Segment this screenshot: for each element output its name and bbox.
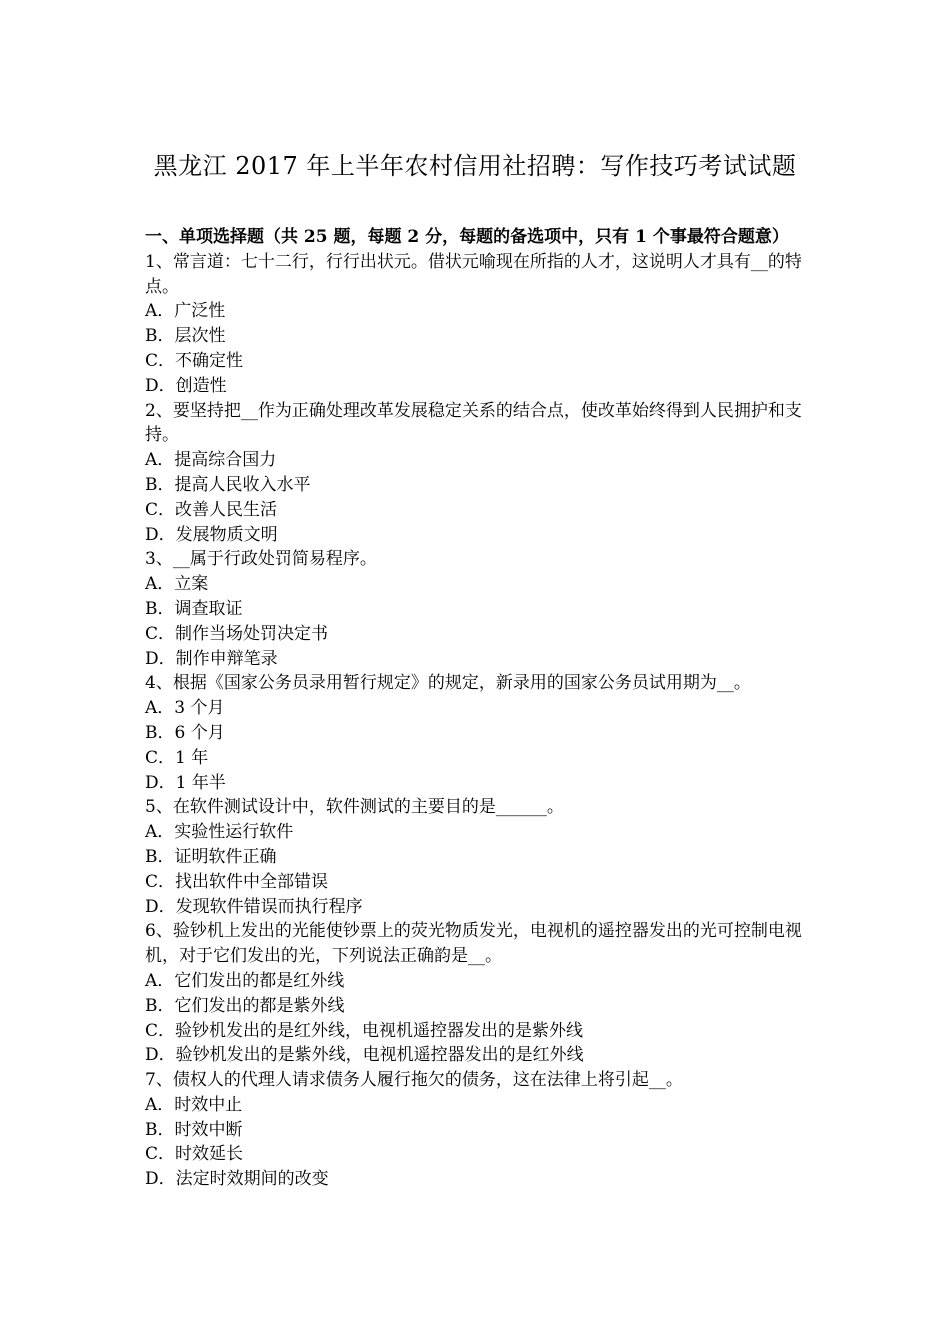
answer-option: A．实验性运行软件 [145, 822, 294, 843]
question-text: 3、__属于行政处罚简易程序。 [145, 549, 377, 570]
question-item [145, 399, 810, 548]
answer-option: D．验钞机发出的是紫外线，电视机遥控器发出的是红外线 [145, 1045, 584, 1066]
question-item [145, 795, 810, 919]
answer-option: B．它们发出的都是紫外线 [145, 995, 345, 1016]
answer-option: B．层次性 [145, 326, 226, 347]
answer-option: C．1 年 [145, 747, 209, 768]
answer-option: B．证明软件正确 [145, 846, 277, 867]
answer-option: A．时效中止 [145, 1094, 243, 1115]
question-item [145, 671, 810, 795]
question-item [145, 919, 810, 1068]
answer-option: B．时效中断 [145, 1119, 243, 1140]
answer-option: C．不确定性 [145, 350, 244, 371]
question-item [145, 547, 810, 671]
section-heading: 一、单项选择题（共 25 题，每题 2 分，每题的备选项中，只有 1 个事最符合题意） [145, 227, 789, 247]
answer-option: B．提高人民收入水平 [145, 474, 311, 495]
document-title: 黑龙江 2017 年上半年农村信用社招聘：写作技巧考试试题 [153, 152, 797, 180]
answer-option: A．立案 [145, 574, 209, 595]
answer-option: C．改善人民生活 [145, 499, 278, 520]
question-text: 1、常言道：七十二行，行行出状元。借状元喻现在所指的人才，这说明人才具有__的特点。 [145, 251, 802, 297]
answer-option: A．它们发出的都是红外线 [145, 970, 345, 991]
answer-option: C．找出软件中全部错误 [145, 871, 329, 892]
question-text: 7、债权人的代理人请求债务人履行拖欠的债务，这在法律上将引起__。 [145, 1070, 683, 1091]
answer-option: D．1 年半 [145, 772, 226, 793]
answer-option: A．提高综合国力 [145, 450, 277, 471]
question-text: 2、要坚持把__作为正确处理改革发展稳定关系的结合点，使改革始终得到人民拥护和支持。 [145, 400, 802, 446]
answer-option: B．调查取证 [145, 598, 243, 619]
question-text: 4、根据《国家公务员录用暂行规定》的规定，新录用的国家公务员试用期为__。 [145, 673, 751, 694]
answer-option: D．制作申辩笔录 [145, 648, 278, 669]
answer-option: D．发现软件错误而执行程序 [145, 896, 363, 917]
question-item [145, 1068, 810, 1192]
answer-option: D．发展物质文明 [145, 524, 278, 545]
answer-option: A．3 个月 [145, 698, 225, 719]
answer-option: A．广泛性 [145, 301, 226, 322]
answer-option: C．验钞机发出的是红外线，电视机遥控器发出的是紫外线 [145, 1020, 584, 1041]
question-item [145, 250, 810, 399]
question-text: 5、在软件测试设计中，软件测试的主要目的是______。 [145, 797, 564, 818]
document-body [145, 225, 810, 1192]
answer-option: B．6 个月 [145, 722, 225, 743]
answer-option: D．创造性 [145, 375, 227, 396]
question-text: 6、验钞机上发出的光能使钞票上的荧光物质发光，电视机的遥控器发出的光可控制电视机，对于它们发出的光，下列说法正确韵是__。 [145, 921, 802, 967]
question-list [145, 250, 810, 1192]
answer-option: C．制作当场处罚决定书 [145, 623, 329, 644]
answer-option: C．时效延长 [145, 1144, 244, 1165]
answer-option: D．法定时效期间的改变 [145, 1169, 329, 1190]
